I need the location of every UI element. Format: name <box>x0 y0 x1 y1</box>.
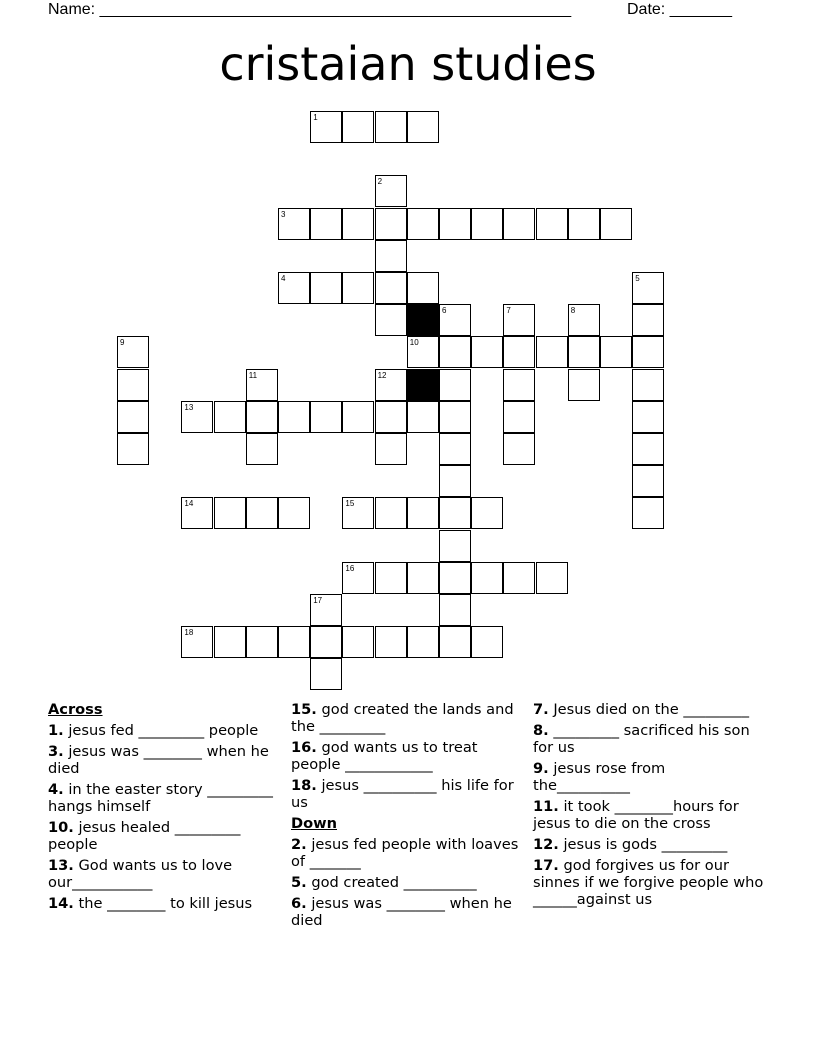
grid-cell[interactable] <box>407 626 439 658</box>
grid-cell[interactable] <box>375 175 407 207</box>
clues-column-3 <box>533 701 765 912</box>
grid-cell[interactable] <box>568 336 600 368</box>
black-square <box>407 369 439 401</box>
grid-cell[interactable] <box>407 562 439 594</box>
across-clue: 4. in the easter story _________ hangs himself <box>48 781 273 815</box>
grid-cell[interactable] <box>471 208 503 240</box>
grid-cell[interactable] <box>600 208 632 240</box>
grid-cell[interactable] <box>600 336 632 368</box>
grid-cell[interactable] <box>310 626 342 658</box>
grid-cell[interactable] <box>342 626 374 658</box>
down-clue: 11. it took ________hours for jesus to die on the cross <box>533 798 739 832</box>
grid-cell[interactable] <box>503 433 535 465</box>
grid-cell[interactable] <box>471 626 503 658</box>
clue-number: 15 <box>345 499 355 509</box>
grid-cell[interactable] <box>632 497 664 529</box>
grid-cell[interactable] <box>407 497 439 529</box>
grid-cell[interactable] <box>375 562 407 594</box>
grid-cell[interactable] <box>568 304 600 336</box>
grid-cell[interactable] <box>375 240 407 272</box>
clue-number: 8 <box>570 306 576 316</box>
grid-cell[interactable] <box>632 401 664 433</box>
grid-cell[interactable] <box>503 208 535 240</box>
clue-number: 3 <box>281 209 286 219</box>
grid-cell[interactable] <box>246 401 278 433</box>
grid-cell[interactable] <box>439 497 471 529</box>
grid-cell[interactable] <box>310 594 342 626</box>
grid-cell[interactable] <box>632 336 664 368</box>
grid-cell[interactable] <box>439 401 471 433</box>
grid-cell[interactable] <box>503 336 535 368</box>
grid-cell[interactable] <box>632 433 664 465</box>
clue-number: 5 <box>635 274 640 283</box>
down-heading: Down <box>291 815 338 832</box>
down-clue: 6. jesus was ________ when he died <box>291 895 512 929</box>
down-clue: 5. god created __________ <box>291 874 477 891</box>
grid-cell[interactable] <box>568 369 600 401</box>
grid-cell[interactable] <box>503 304 535 336</box>
grid-cell[interactable] <box>342 401 374 433</box>
grid-cell[interactable] <box>278 401 310 433</box>
grid-cell[interactable] <box>439 626 471 658</box>
grid-cell[interactable] <box>214 626 246 658</box>
grid-cell[interactable] <box>181 626 213 658</box>
grid-cell[interactable] <box>536 208 568 240</box>
grid-cell[interactable] <box>407 272 439 304</box>
clue-number: 18 <box>184 628 194 638</box>
across-clue: 1. jesus fed _________ people <box>48 722 259 739</box>
clue-number: 9 <box>120 338 125 348</box>
clue-number: 14 <box>184 499 194 509</box>
grid-cell[interactable] <box>536 336 568 368</box>
clue-number: 6 <box>442 306 447 316</box>
across-clue: 10. jesus healed _________ people <box>48 819 241 853</box>
grid-cell[interactable] <box>407 111 439 143</box>
down-clue: 2. jesus fed people with loaves of _______ <box>291 836 519 870</box>
grid-cell[interactable] <box>503 369 535 401</box>
grid-cell[interactable] <box>375 304 407 336</box>
clue-number: 13 <box>184 402 194 412</box>
date-field[interactable]: Date: _______ <box>627 1 732 18</box>
down-clue: 7. Jesus died on the _________ <box>533 701 749 718</box>
clues-column-1 <box>48 701 278 916</box>
grid-cell[interactable] <box>246 497 278 529</box>
grid-cell[interactable] <box>375 433 407 465</box>
grid-cell[interactable] <box>181 497 213 529</box>
clue-number: 10 <box>409 338 419 348</box>
across-clue: 14. the ________ to kill jesus <box>48 895 253 912</box>
grid-cell[interactable] <box>439 369 471 401</box>
down-clue: 17. god forgives us for our sinnes if we forgive people who ______against us <box>533 857 764 908</box>
grid-cell[interactable] <box>375 401 407 433</box>
clue-number: 12 <box>377 370 387 380</box>
grid-cell[interactable] <box>439 465 471 497</box>
name-field[interactable]: Name: _____________________________________________________ <box>48 1 572 18</box>
grid-cell[interactable] <box>246 433 278 465</box>
grid-cell[interactable] <box>471 562 503 594</box>
grid-cell[interactable] <box>310 658 342 690</box>
black-square <box>407 304 439 336</box>
grid-cell[interactable] <box>375 272 407 304</box>
grid-cell[interactable] <box>342 111 374 143</box>
grid-cell[interactable] <box>278 626 310 658</box>
clues-column-2 <box>291 701 521 933</box>
grid-cell[interactable] <box>439 304 471 336</box>
grid-cell[interactable] <box>310 208 342 240</box>
grid-cell[interactable] <box>503 562 535 594</box>
grid-cell[interactable] <box>439 208 471 240</box>
across-clue: 18. jesus __________ his life for us <box>291 777 514 811</box>
grid-cell[interactable] <box>632 304 664 336</box>
across-clue: 13. God wants us to love our___________ <box>48 857 233 891</box>
grid-cell[interactable] <box>375 208 407 240</box>
grid-cell[interactable] <box>471 336 503 368</box>
grid-cell[interactable] <box>117 336 149 368</box>
grid-cell[interactable] <box>342 272 374 304</box>
grid-cell[interactable] <box>439 530 471 562</box>
grid-cell[interactable] <box>407 336 439 368</box>
grid-cell[interactable] <box>375 626 407 658</box>
grid-cell[interactable] <box>310 401 342 433</box>
grid-cell[interactable] <box>278 272 310 304</box>
grid-cell[interactable] <box>632 465 664 497</box>
grid-cell[interactable] <box>342 497 374 529</box>
across-clue: 15. god created the lands and the _________ <box>291 701 514 735</box>
clue-number: 4 <box>281 274 286 283</box>
grid-cell[interactable] <box>439 562 471 594</box>
grid-cell[interactable] <box>568 208 600 240</box>
down-clue: 8. _________ sacrificed his son for us <box>533 722 750 756</box>
clue-number: 11 <box>248 370 258 380</box>
grid-cell[interactable] <box>117 401 149 433</box>
grid-cell[interactable] <box>536 562 568 594</box>
clue-number: 16 <box>345 563 355 573</box>
grid-cell[interactable] <box>246 626 278 658</box>
grid-cell[interactable] <box>375 111 407 143</box>
grid-cell[interactable] <box>439 336 471 368</box>
grid-cell[interactable] <box>117 433 149 465</box>
across-heading: Across <box>48 701 103 718</box>
clue-number: 2 <box>377 177 383 187</box>
grid-cell[interactable] <box>375 369 407 401</box>
grid-cell[interactable] <box>117 369 149 401</box>
grid-cell[interactable] <box>278 497 310 529</box>
clue-number: 7 <box>506 306 511 316</box>
grid-cell[interactable] <box>181 401 213 433</box>
grid-cell[interactable] <box>214 497 246 529</box>
grid-cell[interactable] <box>310 272 342 304</box>
grid-cell[interactable] <box>246 369 278 401</box>
puzzle-title: cristaian studies <box>219 37 597 91</box>
grid-cell[interactable] <box>439 433 471 465</box>
across-clue: 3. jesus was ________ when he died <box>48 743 269 777</box>
grid-cell[interactable] <box>407 401 439 433</box>
clue-number: 17 <box>313 596 323 605</box>
grid-cell[interactable] <box>632 272 664 304</box>
down-clue: 12. jesus is gods _________ <box>533 836 728 853</box>
grid-cell[interactable] <box>632 369 664 401</box>
grid-cell[interactable] <box>310 111 342 143</box>
down-clue: 9. jesus rose from the__________ <box>533 760 666 794</box>
grid-cell[interactable] <box>342 208 374 240</box>
grid-cell[interactable] <box>471 497 503 529</box>
clue-number: 1 <box>313 113 318 122</box>
grid-cell[interactable] <box>407 208 439 240</box>
grid-cell[interactable] <box>214 401 246 433</box>
grid-cell[interactable] <box>439 594 471 626</box>
grid-cell[interactable] <box>503 401 535 433</box>
grid-cell[interactable] <box>375 497 407 529</box>
across-clue: 16. god wants us to treat people ____________ <box>291 739 478 773</box>
grid-cell[interactable] <box>342 562 374 594</box>
grid-cell[interactable] <box>278 208 310 240</box>
